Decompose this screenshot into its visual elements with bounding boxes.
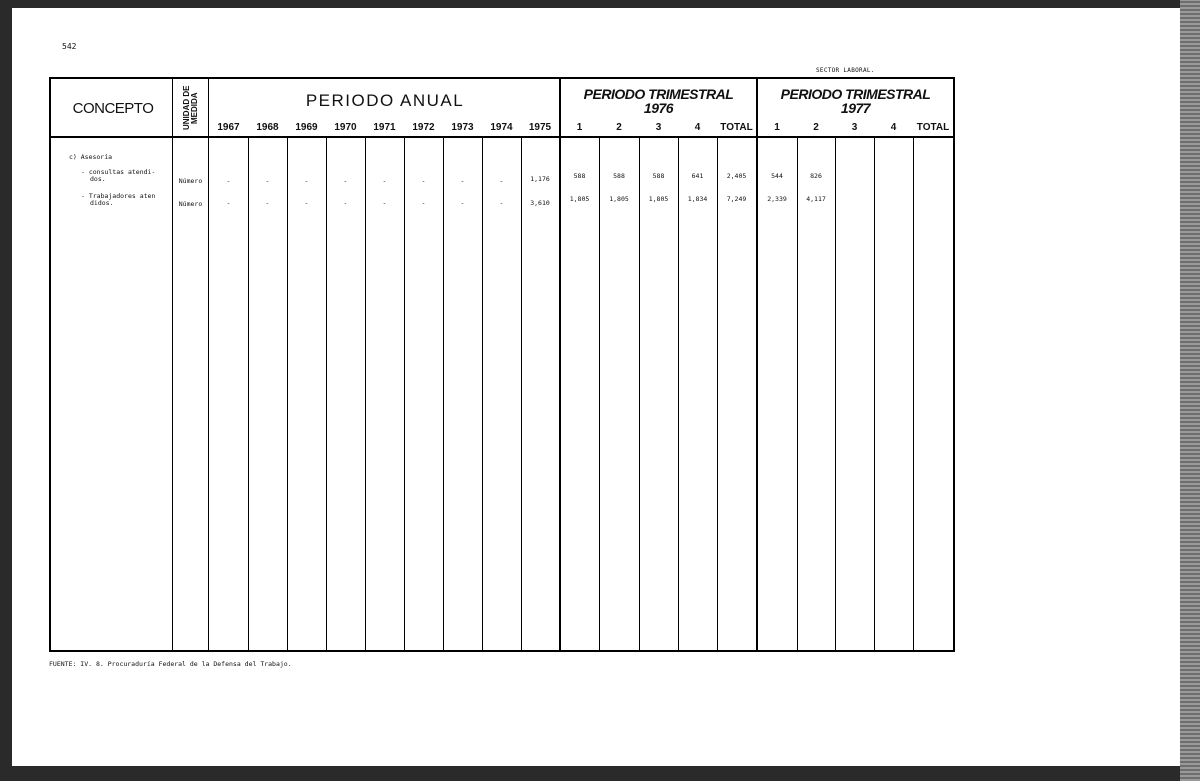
col-header-year: 1974 xyxy=(490,122,513,133)
cell: - xyxy=(382,199,387,207)
cell: - xyxy=(421,199,426,207)
unidad-medida-header xyxy=(173,81,209,135)
col-header-year: 1970 xyxy=(334,122,357,133)
cell: - xyxy=(304,199,309,207)
cell: - xyxy=(343,177,348,185)
cell: - xyxy=(226,177,231,185)
row-label-line: - Trabajadores aten xyxy=(81,192,156,200)
col-header-q1977: TOTAL xyxy=(916,122,950,133)
col-line xyxy=(326,137,327,650)
col-header-q1976: 3 xyxy=(655,122,662,133)
row-label-line: dos. xyxy=(90,175,106,183)
col-line xyxy=(797,137,798,650)
cell: - xyxy=(460,177,465,185)
cell: 1,176 xyxy=(530,175,550,183)
cell: 826 xyxy=(810,172,822,180)
divider-trim1976 xyxy=(756,79,758,650)
col-header-year: 1972 xyxy=(412,122,435,133)
trimestral-1977-year: 1977 xyxy=(840,100,871,116)
col-header-year: 1971 xyxy=(373,122,396,133)
sector-label: SECTOR LABORAL. xyxy=(816,67,875,74)
trimestral-1976-year: 1976 xyxy=(643,100,674,116)
trimestral-1976-title: PERIODO TRIMESTRAL xyxy=(583,86,734,102)
cell: 641 xyxy=(691,172,704,180)
cell: - xyxy=(460,199,465,207)
cell: 544 xyxy=(771,172,783,180)
divider-unidad xyxy=(208,79,209,650)
concepto-header: CONCEPTO xyxy=(72,99,154,117)
cell: - xyxy=(499,177,504,185)
cell: 1,805 xyxy=(569,195,590,203)
document-page xyxy=(12,8,1180,766)
col-header-q1976: TOTAL xyxy=(720,122,753,133)
trimestral-1977-header xyxy=(758,87,953,115)
col-header-year: 1968 xyxy=(256,122,279,133)
trimestral-1977-title: PERIODO TRIMESTRAL xyxy=(780,86,931,102)
periodo-anual-title: PERIODO ANUAL xyxy=(305,91,465,110)
cell: - xyxy=(265,199,270,207)
cell: 1,805 xyxy=(609,195,629,203)
col-line xyxy=(599,137,600,650)
col-header-q1977: 2 xyxy=(813,122,819,133)
row-label-line: didos. xyxy=(90,199,114,207)
cell: 3,610 xyxy=(530,199,550,207)
unidad-medida-label: UNIDAD DE MEDIDA xyxy=(182,85,199,131)
col-header-q1977: 3 xyxy=(851,122,858,133)
cell: 588 xyxy=(613,172,625,180)
col-header-year: 1967 xyxy=(217,122,240,133)
col-line xyxy=(248,137,249,650)
cell: 4,117 xyxy=(806,195,826,203)
cell: 1,805 xyxy=(648,195,669,203)
col-line xyxy=(287,137,288,650)
col-header-year: 1969 xyxy=(295,122,318,133)
cell: 2,339 xyxy=(767,195,787,203)
col-line xyxy=(874,137,875,650)
col-header-q1977: 1 xyxy=(774,122,780,133)
col-header-q1976: 2 xyxy=(616,122,622,133)
row-label-line: - consultas atendi- xyxy=(81,168,156,176)
col-line xyxy=(482,137,483,650)
cell: - xyxy=(265,177,270,185)
col-line xyxy=(404,137,405,650)
col-line xyxy=(365,137,366,650)
source-note: FUENTE: IV. 8. Procuraduría Federal de la Defensa del Trabajo. xyxy=(49,660,292,668)
col-line xyxy=(678,137,679,650)
header-divider xyxy=(51,136,953,138)
cell: 588 xyxy=(573,172,586,180)
scan-edge xyxy=(1180,0,1200,781)
cell: - xyxy=(382,177,387,185)
cell: - xyxy=(421,177,426,185)
statistics-table xyxy=(49,77,955,652)
col-line xyxy=(717,137,718,650)
cell: 1,834 xyxy=(687,195,708,203)
col-line xyxy=(521,137,522,650)
cell: 2,405 xyxy=(726,172,747,180)
col-line xyxy=(835,137,836,650)
col-header-year: 1975 xyxy=(528,122,552,133)
col-header-q1977: 4 xyxy=(890,122,897,133)
cell: - xyxy=(226,199,231,207)
cell: - xyxy=(499,199,504,207)
cell: - xyxy=(304,177,309,185)
col-line xyxy=(913,137,914,650)
col-line xyxy=(639,137,640,650)
divider-anual xyxy=(559,79,561,650)
trimestral-1976-header xyxy=(561,87,756,115)
section-label: c) Asesoría xyxy=(69,153,113,161)
row-unit: Número xyxy=(178,177,203,185)
col-header-q1976: 1 xyxy=(576,122,583,133)
col-header-year: 1973 xyxy=(451,122,474,133)
col-header-q1976: 4 xyxy=(694,122,701,133)
row-unit: Número xyxy=(178,200,203,208)
cell: 588 xyxy=(652,172,665,180)
divider-concepto xyxy=(172,79,173,650)
cell: 7,249 xyxy=(726,195,747,203)
page-number: 542 xyxy=(62,42,77,51)
cell: - xyxy=(343,199,348,207)
col-line xyxy=(443,137,444,650)
